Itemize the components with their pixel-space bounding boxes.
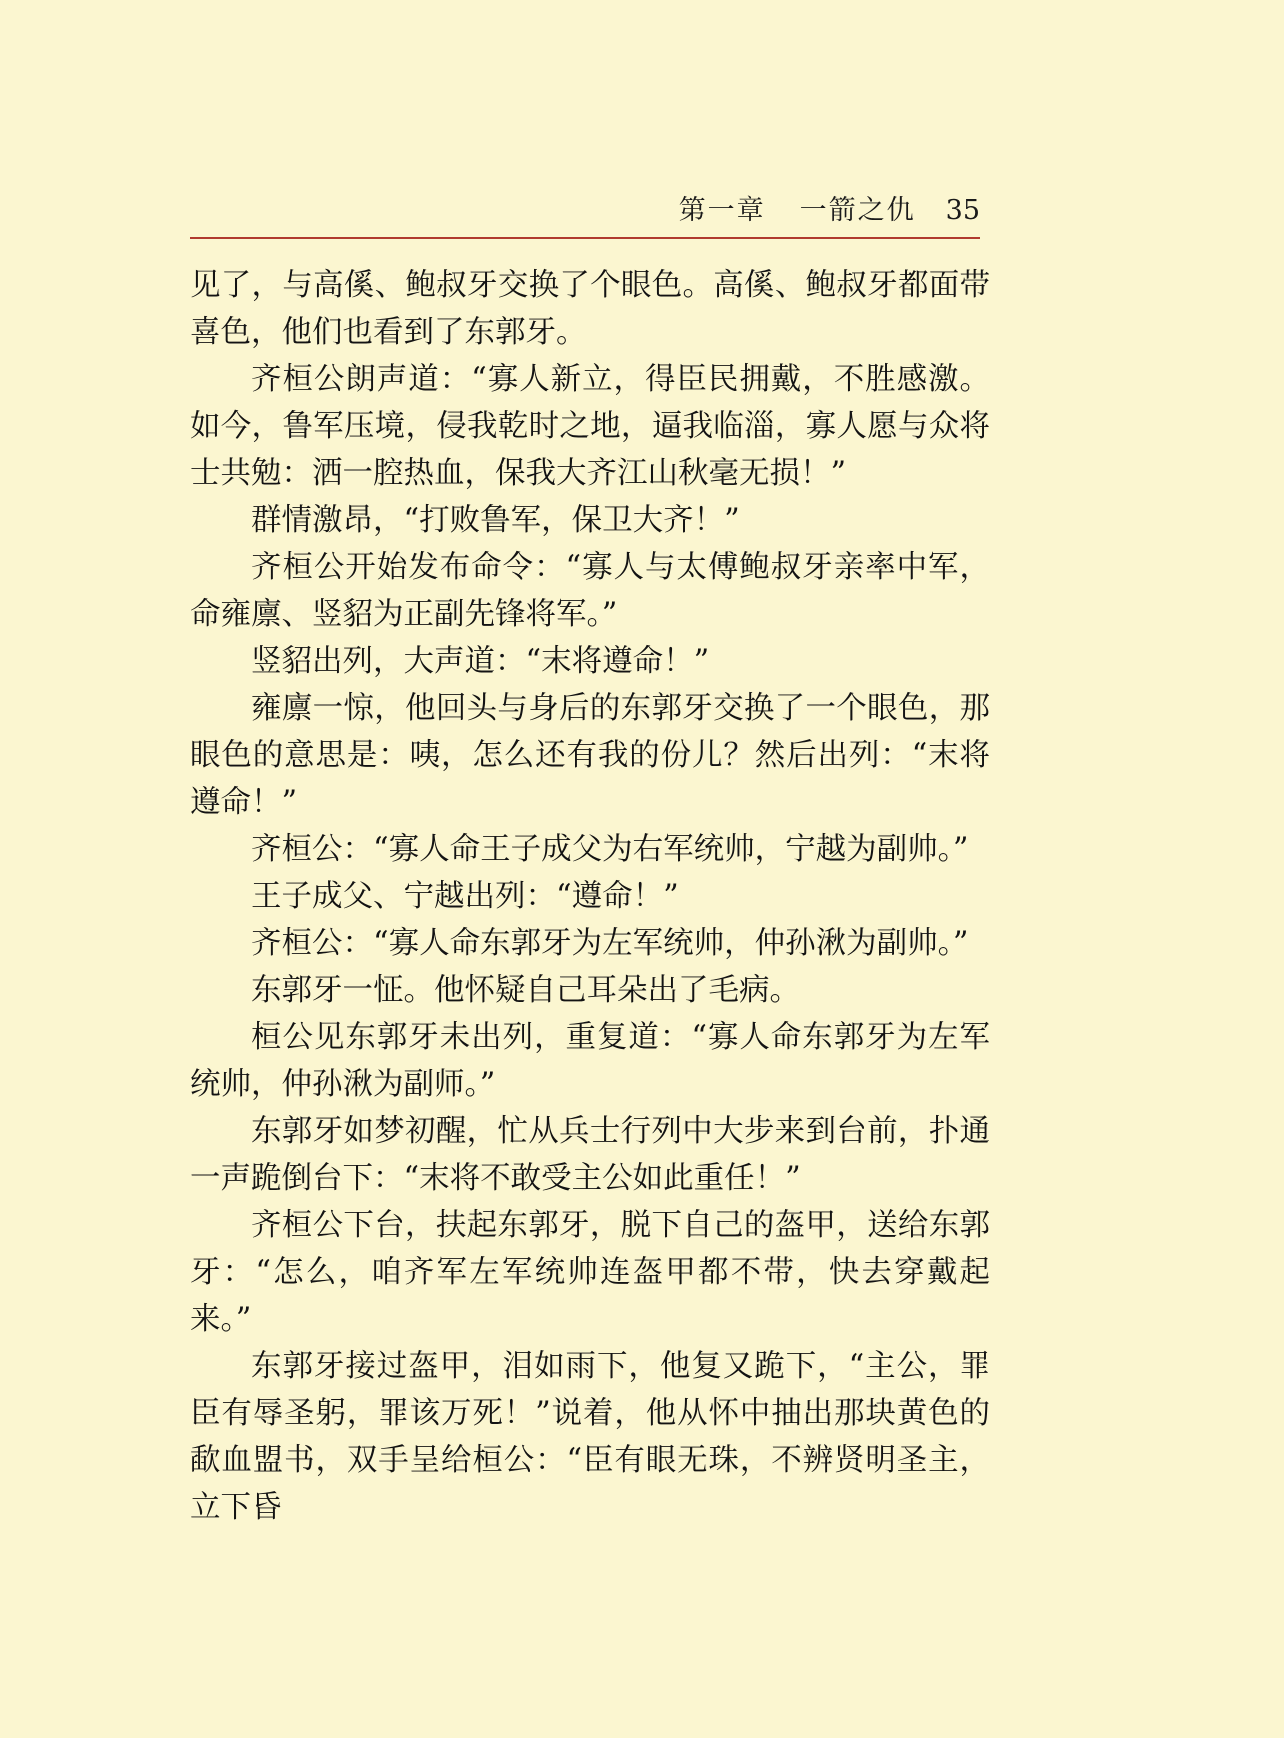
body-text: [190, 262, 990, 1531]
paragraph: 见了，与高傒、鲍叔牙交换了个眼色。高傒、鲍叔牙都面带喜色，他们也看到了东郭牙。: [190, 268, 990, 350]
page-number: 35: [945, 195, 980, 226]
paragraph: 齐桓公下台，扶起东郭牙，脱下自己的盔甲，送给东郭牙：“怎么，咱齐军左军统帅连盔甲都不带，快去穿戴起来。”: [190, 1208, 990, 1337]
chapter-label: 第一章: [678, 195, 766, 226]
paragraph: 齐桓公：“寡人命东郭牙为左军统帅，仲孙湫为副帅。”: [251, 926, 969, 961]
paragraph: 王子成父、宁越出列：“遵命！”: [251, 879, 679, 914]
chapter-title: 一箭之仇: [799, 195, 916, 226]
paragraph: 东郭牙接过盔甲，泪如雨下，他复又跪下，“主公，罪臣有辱圣躬，罪该万死！”说着，他从怀中抽出那块黄色的歃血盟书，双手呈给桓公：“臣有眼无珠，不辨贤明圣主，立下昏: [190, 1349, 990, 1525]
paragraph: 竖貂出列，大声道：“末将遵命！”: [251, 644, 710, 679]
page-header: [190, 188, 980, 227]
paragraph: 桓公见东郭牙未出列，重复道：“寡人命东郭牙为左军统帅，仲孙湫为副师。”: [190, 1020, 990, 1102]
header-inner: [679, 188, 980, 227]
paragraph: 东郭牙一怔。他怀疑自己耳朵出了毛病。: [251, 973, 800, 1008]
paragraph: 齐桓公朗声道：“寡人新立，得臣民拥戴，不胜感激。如今，鲁军压境，侵我乾时之地，逼我临淄，寡人愿与众将士共勉：洒一腔热血，保我大齐江山秋毫无损！”: [190, 362, 990, 491]
paragraph: 雍廪一惊，他回头与身后的东郭牙交换了一个眼色，那眼色的意思是：咦，怎么还有我的份儿？然后出列：“末将遵命！”: [190, 691, 990, 820]
paragraph: 齐桓公：“寡人命王子成父为右军统帅，宁越为副帅。”: [251, 832, 969, 867]
paragraph: 东郭牙如梦初醒，忙从兵士行列中大步来到台前，扑通一声跪倒台下：“末将不敢受主公如此重任！”: [190, 1114, 990, 1196]
header-divider: [190, 237, 980, 239]
paragraph: 群情激昂，“打败鲁军，保卫大齐！”: [251, 503, 740, 538]
paragraph: 齐桓公开始发布命令：“寡人与太傅鲍叔牙亲率中军，命雍廪、竖貂为正副先锋将军。”: [190, 550, 990, 632]
